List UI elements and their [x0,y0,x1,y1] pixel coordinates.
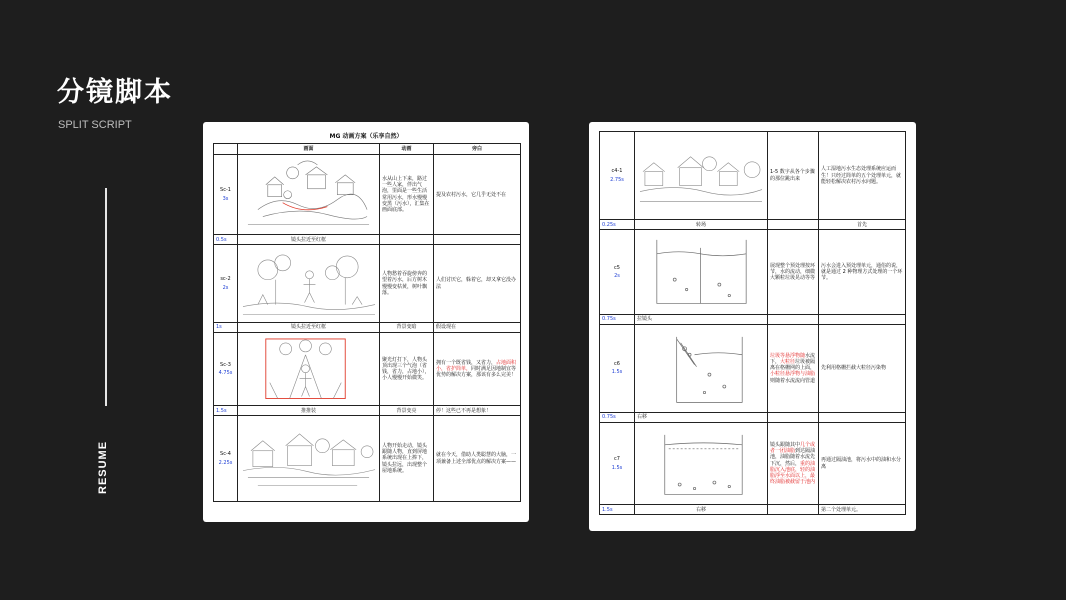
transition-shot: 右移 [635,505,768,515]
transition-shot: 镜头拉近至红框 [238,322,380,332]
table-row [214,332,521,405]
scene-cell [214,416,238,501]
sketch-wetland-system [238,416,379,500]
transition-row [214,406,521,416]
side-label: RESUME [97,440,109,494]
table-row [214,155,521,235]
transition-animation [768,413,819,423]
storyboard-table [599,131,906,515]
scene-id: c7 [614,456,620,463]
transition-row [600,505,906,515]
transition-time: 0.75s [600,314,635,324]
scene-duration: 3s [222,195,229,202]
page-subtitle: SPLIT SCRIPT [58,119,132,131]
scene-id: Sc-4 [220,451,231,458]
transition-animation [768,505,819,515]
transition-row [600,220,906,230]
sketch-frame [238,332,380,405]
transition-shot: 右移 [635,413,768,423]
voiceover-cell: 先利用格栅拦截大粒径污染物 [819,324,906,412]
scene-duration: 4.75s [218,370,233,377]
scene-duration: 2.25s [218,459,233,466]
voiceover-cell: 人工湿地污水生态处理系统应运而生！只经过简单的五个处理单元，就能轻松解决农村污水问题。 [819,132,906,220]
scene-cell [214,245,238,322]
scene-id: Sc-1 [220,187,231,194]
table-row [600,324,906,412]
transition-voiceover: 首先 [819,220,906,230]
voiceover-cell: 就在今天，借助人类聪慧的大脑，一项兼备上述全部优点的解决方案—— [434,416,521,501]
scene-duration: 2s [614,273,620,279]
sketch-frame [635,324,768,412]
scene-cell [600,230,635,314]
divider-line [105,188,107,406]
transition-animation: 背景变暗 [380,322,434,332]
sketch-screen-grid [635,325,767,412]
transition-time: 1s [214,322,238,332]
sketch-person-trees [238,245,379,321]
transition-row [600,314,906,324]
animation-cell: 人物愁着吞旋傍奔的望着污水，后方树木慢慢变枯黄，树叶飘落。 [380,245,434,322]
transition-shot: 转场 [635,220,768,230]
animation-cell: 垃圾等悬浮物随水流下，大粒径垃圾被隔离在格栅网的上面，小粒径悬浮物与油脂则随着水流流向管道 [768,324,819,412]
scene-cell [214,155,238,235]
transition-shot: 镜头拉近至红框 [238,235,380,245]
transition-voiceover [819,413,906,423]
voiceover-cell: 再通过隔油池，将污水中的油和水分离 [819,423,906,505]
sketch-grease-trap [635,423,767,504]
sheet-heading: MG 动画方案（乐享自然） [329,133,403,140]
animation-cell: 聚光灯打下，人物头顶出现三个气泡（省钱，省力，占地小），小人慢慢开始微笑。 [380,332,434,405]
scene-id: c6 [614,361,620,368]
table-row [214,245,521,322]
scene-duration: 2.75s [610,176,624,183]
scene-cell [600,423,635,505]
storyboard-sheet-2 [589,122,916,531]
scene-id: c4-1 [611,168,623,175]
scene-cell [600,132,635,220]
animation-cell: 镜头跟随其中几个或者一团油脂到达隔油池，油脂随着水流先下沉，然后，重的油脂沉入池底，轻的油脂浮至水面以上，最终油脂被截留于池内 [768,423,819,505]
voiceover-cell: 拥有一个既省钱，又省力，占地面积小，省护简单，同时满足因地制宜等优势的解决方案，那该有多么完美！ [434,332,521,405]
sketch-frame [635,423,768,505]
transition-shot: 拉镜头 [635,314,768,324]
scene-duration: 1.5s [611,464,623,471]
table-header-row [214,144,521,155]
transition-time: 0.5s [214,235,238,245]
table-row [214,416,521,501]
transition-shot: 推推装 [238,406,380,416]
sketch-spotlight-person [238,333,379,405]
voiceover-cell: 污水会进入预处理单元，通俗的说，就是通过 2 种物理方式处理的一个环节。 [819,230,906,314]
sketch-frame [238,155,380,235]
scene-id: c5 [614,264,620,271]
header-animation: 动画 [380,144,434,155]
transition-voiceover: 假设现在 [434,322,521,332]
sketch-frame [635,132,768,220]
transition-time: 0.75s [600,413,635,423]
sketch-frame [238,416,380,501]
transition-voiceover: 停！这些已不再是想象！ [434,406,521,416]
voiceover-cell: 人们讨厌它，躲着它，却又拿它没办法 [434,245,521,322]
sketch-pretreatment-tank [635,230,767,313]
scene-id: sc-2 [220,276,231,283]
animation-cell: 水从山上下来，路过一些人家，伴出气泡，里面是一些生活常用污水，形水慢慢变黑（污水），汇集在画面底部。 [380,155,434,235]
voiceover-cell: 提及农村污水，它几乎无处不在 [434,155,521,235]
transition-voiceover [819,314,906,324]
page-title: 分镜脚本 [57,77,173,108]
storyboard-sheet-1 [203,122,529,522]
sketch-village-overview [635,132,767,219]
transition-row [214,235,521,245]
transition-animation: 背景变亮 [380,406,434,416]
scene-duration: 2s [222,284,229,291]
sketch-village-water [238,155,379,234]
transition-animation [768,220,819,230]
header-picture: 画面 [238,144,380,155]
transition-time: 1.5s [600,505,635,515]
transition-time: 0.25s [600,220,635,230]
transition-row [600,413,906,423]
header-voiceover: 旁白 [434,144,521,155]
sketch-frame [238,245,380,322]
transition-voiceover: 第二个处理单元。 [819,505,906,515]
animation-cell: 1-5 数字从各个步骤的那位跳出来 [768,132,819,220]
animation-cell: 展现整个预处理按环节，水的流动，细微大颗粒垃圾晃动等等 [768,230,819,314]
scene-cell [214,332,238,405]
sketch-frame [635,230,768,314]
table-row [600,132,906,220]
table-row [600,230,906,314]
storyboard-table [213,143,521,502]
transition-row [214,322,521,332]
transition-time: 1.5s [214,406,238,416]
transition-animation [380,235,434,245]
animation-cell: 人物开始走动，镜头跟随人物，直到屏地系统出现在上捧下，镜头拉远，出现整个屋地系统。 [380,416,434,501]
table-row [600,423,906,505]
transition-voiceover [434,235,521,245]
scene-duration: 1.5s [611,369,623,376]
scene-cell [600,324,635,412]
transition-animation [768,314,819,324]
scene-id: Sc-3 [220,361,231,368]
